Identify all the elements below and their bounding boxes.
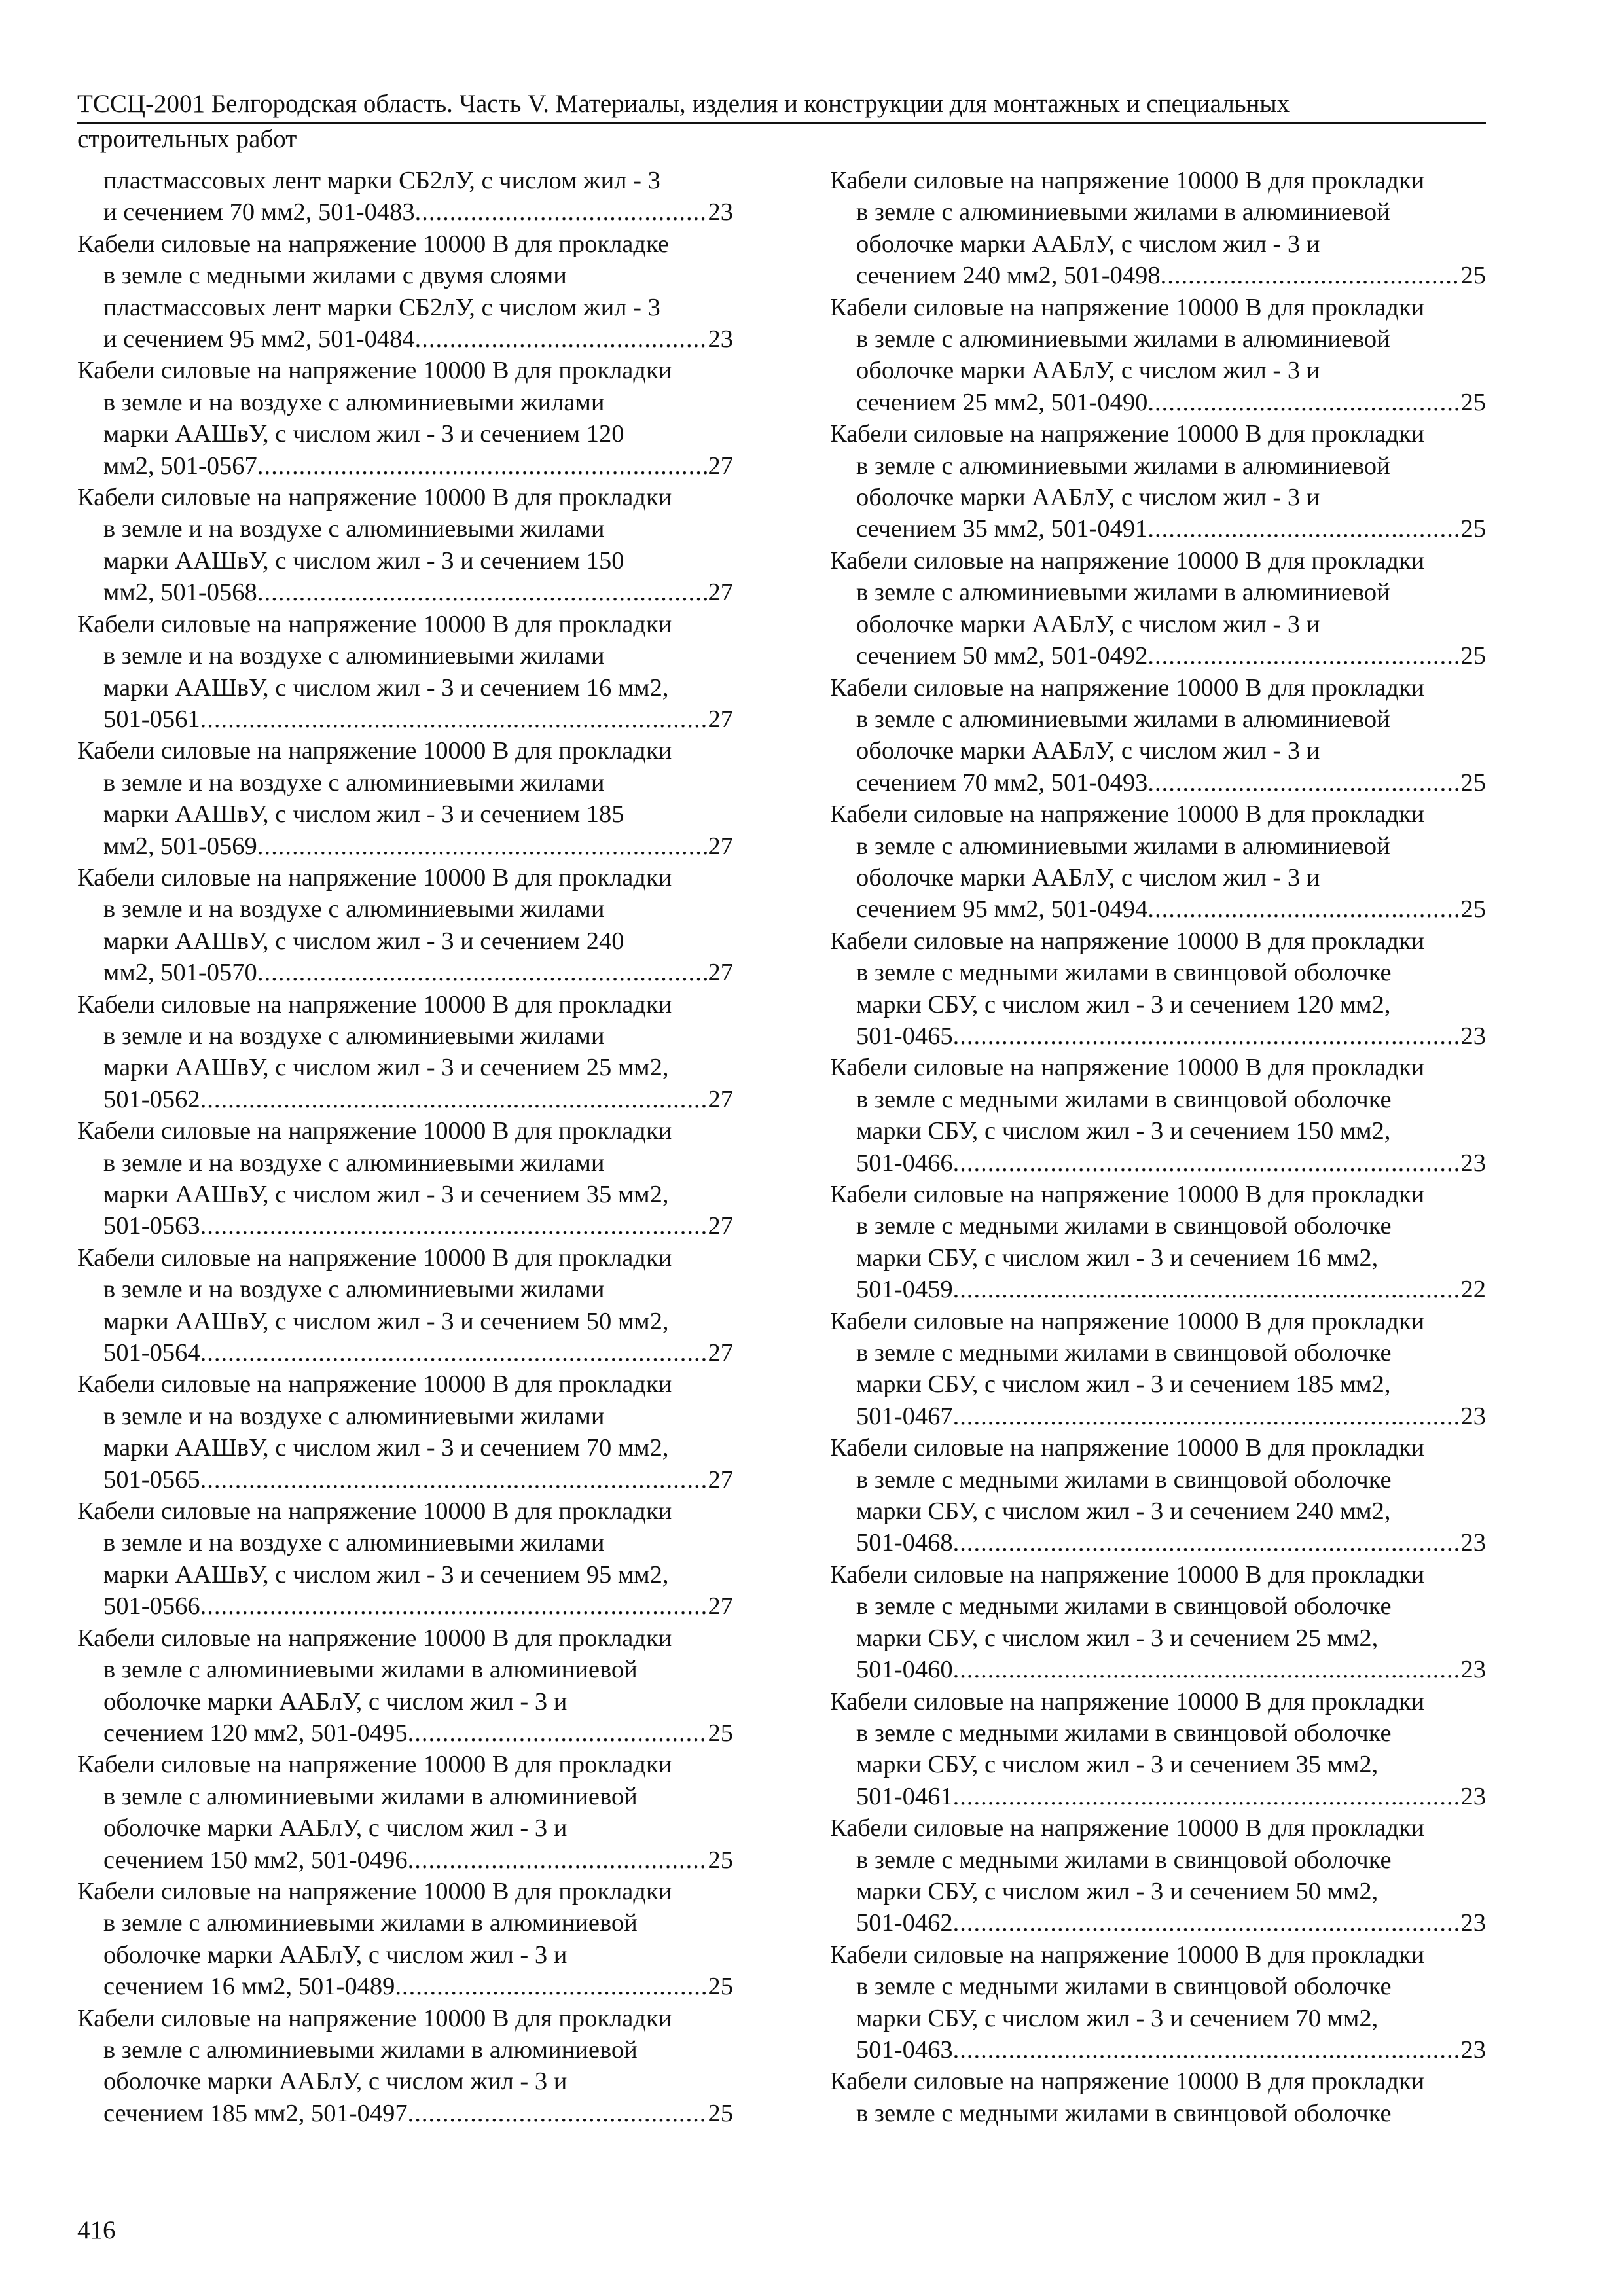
index-entry-line: Кабели силовые на напряжение 10000 В для прокладки xyxy=(77,484,672,512)
dot-leader xyxy=(953,1401,1461,1432)
index-entry-line: Кабели силовые на напряжение 10000 В для прокладки xyxy=(830,293,1425,321)
index-entry-text: 501-0565 xyxy=(103,1465,200,1494)
header-title: ТССЦ-2001 Белгородская область. Часть V. Материалы, изделия и конструкции для монтажных и специальных xyxy=(77,90,1290,118)
dot-leader xyxy=(953,1654,1461,1685)
index-entry-line: Кабели силовые на напряжение 10000 В для прокладки xyxy=(77,1244,672,1272)
index-entry-line: оболочке марки ААБлУ, с числом жил - 3 и xyxy=(856,484,1320,512)
index-entry-page: 25 xyxy=(1460,388,1486,416)
dot-leader xyxy=(1161,260,1461,291)
index-entry xyxy=(77,2003,733,2130)
index-entry-text: мм2, 501-0568 xyxy=(103,579,257,607)
index-entry-line: в земле и на воздухе с алюминиевыми жилами xyxy=(103,1402,605,1430)
index-entry-line: Кабели силовые на напряжение 10000 В для прокладки xyxy=(77,990,672,1018)
index-entry-page: 23 xyxy=(708,325,733,353)
index-entry-line: марки ААШвУ, с числом жил - 3 и сечением 120 xyxy=(103,420,624,448)
index-entry xyxy=(830,1306,1486,1433)
index-entry-line: Кабели силовые на напряжение 10000 В для прокладки xyxy=(830,1434,1425,1462)
dot-leader xyxy=(200,1337,708,1369)
index-entry-text: 501-0467 xyxy=(856,1402,953,1430)
index-entry-text: сечением 240 мм2, 501-0498 xyxy=(856,262,1161,290)
index-entry-text: 501-0461 xyxy=(856,1782,953,1810)
index-entry xyxy=(830,672,1486,799)
dot-leader xyxy=(953,1020,1461,1052)
index-entry-line: в земле и на воздухе с алюминиевыми жилами xyxy=(103,388,605,416)
index-entry-line: в земле с медными жилами в свинцовой оболочке xyxy=(856,1339,1392,1367)
index-entry-line: в земле с медными жилами в свинцовой оболочке xyxy=(856,1846,1392,1874)
index-entry-text: и сечением 95 мм2, 501-0484 xyxy=(103,325,415,353)
index-entry xyxy=(77,1496,733,1623)
index-entry-text: мм2, 501-0567 xyxy=(103,452,257,480)
index-entry-line: Кабели силовые на напряжение 10000 В для прокладки xyxy=(830,420,1425,448)
index-entry xyxy=(830,292,1486,419)
index-entry-line: Кабели силовые на напряжение 10000 В для прокладки xyxy=(830,1687,1425,1715)
index-entry-page: 23 xyxy=(1460,1149,1486,1177)
index-entry-final-line xyxy=(77,450,733,482)
index-entry-line: марки СБУ, с числом жил - 3 и сечением 120 мм2, xyxy=(856,990,1391,1018)
dot-leader xyxy=(257,450,708,482)
index-entry xyxy=(77,1623,733,1749)
index-entry-line: в земле с медными жилами в свинцовой оболочке xyxy=(856,1212,1392,1240)
index-entry-line: марки СБУ, с числом жил - 3 и сечением 35 мм2, xyxy=(856,1751,1379,1779)
index-entry-line: в земле и на воздухе с алюминиевыми жилами xyxy=(103,768,605,797)
index-entry-page: 25 xyxy=(708,1719,733,1747)
dot-leader xyxy=(408,2098,708,2129)
index-entry xyxy=(830,165,1486,292)
index-entry-page: 27 xyxy=(708,1339,733,1367)
index-entry-line: Кабели силовые на напряжение 10000 В для прокладки xyxy=(77,1371,672,1399)
index-entry-final-line xyxy=(830,2034,1486,2066)
dot-leader xyxy=(408,1844,708,1876)
index-entry-line: оболочке марки ААБлУ, с числом жил - 3 и xyxy=(856,357,1320,385)
index-entry-line: Кабели силовые на напряжение 10000 В для прокладки xyxy=(830,167,1425,194)
index-entry-page: 22 xyxy=(1460,1276,1486,1304)
index-entry-final-line xyxy=(77,1971,733,2002)
index-entry xyxy=(77,735,733,862)
index-entry-line: оболочке марки ААБлУ, с числом жил - 3 и xyxy=(856,610,1320,638)
index-entry xyxy=(830,1052,1486,1179)
dot-leader xyxy=(257,577,708,608)
index-entry-text: сечением 185 мм2, 501-0497 xyxy=(103,2099,408,2127)
index-entry-final-line xyxy=(77,1210,733,1242)
index-entry-line: в земле и на воздухе с алюминиевыми жилами xyxy=(103,1149,605,1177)
index-entry-final-line xyxy=(830,1781,1486,1812)
index-entry xyxy=(77,862,733,989)
index-entry-final-line xyxy=(77,1717,733,1749)
index-entry xyxy=(830,2066,1486,2129)
index-entry-page: 27 xyxy=(708,959,733,987)
index-entry-final-line xyxy=(77,1844,733,1876)
index-entry-final-line xyxy=(830,1654,1486,1685)
index-entry-final-line xyxy=(830,1907,1486,1939)
dot-leader xyxy=(257,957,708,988)
dot-leader xyxy=(953,1907,1461,1939)
index-entry-line: марки ААШвУ, с числом жил - 3 и сечением 95 мм2, xyxy=(103,1560,669,1588)
index-entry-line: Кабели силовые на напряжение 10000 В для прокладки xyxy=(830,1307,1425,1335)
index-entry-line: Кабели силовые на напряжение 10000 В для прокладки xyxy=(830,800,1425,829)
index-entry-text: 501-0561 xyxy=(103,705,200,733)
index-entry-line: Кабели силовые на напряжение 10000 В для прокладки xyxy=(77,357,672,385)
index-entry-text: сечением 50 мм2, 501-0492 xyxy=(856,642,1148,670)
index-entry-text: мм2, 501-0570 xyxy=(103,959,257,987)
index-entry-page: 25 xyxy=(708,1973,733,2001)
index-entry-line: в земле и на воздухе с алюминиевыми жилами xyxy=(103,515,605,543)
index-entry-line: в земле с алюминиевыми жилами в алюминиевой xyxy=(856,579,1390,607)
index-entry-text: сечением 120 мм2, 501-0495 xyxy=(103,1719,408,1747)
index-entry xyxy=(77,482,733,609)
dot-leader xyxy=(953,2034,1461,2066)
index-entry-line: в земле с медными жилами в свинцовой оболочке xyxy=(856,1592,1392,1621)
index-entry-line: в земле с алюминиевыми жилами в алюминиевой xyxy=(103,1909,638,1937)
index-entry-line: в земле и на воздухе с алюминиевыми жилами xyxy=(103,1529,605,1557)
dot-leader xyxy=(200,1464,708,1496)
index-entry-line: в земле с медными жилами в свинцовой оболочке xyxy=(856,1465,1392,1494)
index-entry-line: в земле с алюминиевыми жилами в алюминиевой xyxy=(856,705,1390,733)
index-entry-line: в земле с алюминиевыми жилами в алюминиевой xyxy=(856,452,1390,480)
index-column-left xyxy=(77,165,733,2129)
index-entry-text: 501-0466 xyxy=(856,1149,953,1177)
index-entry-text: и сечением 70 мм2, 501-0483 xyxy=(103,198,415,226)
index-entry xyxy=(77,1876,733,2003)
index-entry-line: в земле и на воздухе с алюминиевыми жилами xyxy=(103,1022,605,1050)
index-entry-final-line xyxy=(77,577,733,608)
dot-leader xyxy=(415,196,708,228)
index-entry-text: 501-0462 xyxy=(856,1909,953,1937)
index-entry-line: в земле с медными жилами в свинцовой оболочке xyxy=(856,1973,1392,2001)
index-entry-text: 501-0463 xyxy=(856,2036,953,2064)
index-entry-line: Кабели силовые на напряжение 10000 В для прокладки xyxy=(77,737,672,765)
index-entry xyxy=(830,418,1486,545)
dot-leader xyxy=(257,831,708,862)
index-entry-line: в земле и на воздухе с алюминиевыми жилами xyxy=(103,642,605,670)
index-entry-page: 27 xyxy=(708,705,733,733)
index-entry-final-line xyxy=(830,387,1486,418)
index-entry-page: 23 xyxy=(1460,2036,1486,2064)
index-entry-page: 23 xyxy=(708,198,733,226)
index-entry-final-line xyxy=(830,767,1486,798)
index-entry-line: Кабели силовые на напряжение 10000 В для прокладки xyxy=(77,863,672,891)
index-entry-line: Кабели силовые на напряжение 10000 В для прокладке xyxy=(77,230,669,258)
index-entry-page: 23 xyxy=(1460,1529,1486,1557)
index-entry-text: сечением 35 мм2, 501-0491 xyxy=(856,515,1148,543)
index-entry-line: в земле с алюминиевыми жилами в алюминиевой xyxy=(103,1656,638,1684)
index-entry-final-line xyxy=(77,957,733,988)
index-entry-page: 27 xyxy=(708,579,733,607)
index-entry-text: 501-0562 xyxy=(103,1085,200,1113)
index-entry-line: марки ААШвУ, с числом жил - 3 и сечением 50 мм2, xyxy=(103,1307,669,1335)
dot-leader xyxy=(1147,513,1460,545)
index-entry xyxy=(77,609,733,736)
index-entry-page: 23 xyxy=(1460,1782,1486,1810)
dot-leader xyxy=(200,1590,708,1622)
index-entry xyxy=(830,798,1486,925)
index-entry-line: марки СБУ, с числом жил - 3 и сечением 150 мм2, xyxy=(856,1117,1391,1145)
index-entry-line: Кабели силовые на напряжение 10000 В для прокладки xyxy=(77,610,672,638)
index-entry-final-line xyxy=(77,1337,733,1369)
header-title-continued: строительных работ xyxy=(77,125,297,153)
index-entry-page: 25 xyxy=(708,1846,733,1874)
index-entry-line: марки ААШвУ, с числом жил - 3 и сечением 240 xyxy=(103,927,624,955)
running-header xyxy=(77,88,1486,155)
index-entry-final-line xyxy=(830,893,1486,925)
index-entry xyxy=(830,545,1486,672)
index-entry-page: 23 xyxy=(1460,1909,1486,1937)
dot-leader xyxy=(1147,767,1460,798)
index-entry-line: в земле с медными жилами в свинцовой оболочке xyxy=(856,2099,1392,2127)
index-entry xyxy=(830,1939,1486,2066)
index-entry xyxy=(830,1559,1486,1686)
index-entry-text: мм2, 501-0569 xyxy=(103,832,257,860)
index-entry-line: в земле с алюминиевыми жилами в алюминиевой xyxy=(856,325,1390,353)
index-entry-line: Кабели силовые на напряжение 10000 В для прокладки xyxy=(77,1877,672,1905)
index-entry-line: марки СБУ, с числом жил - 3 и сечением 16 мм2, xyxy=(856,1244,1379,1272)
index-entry-page: 27 xyxy=(708,1465,733,1494)
index-entry-line: Кабели силовые на напряжение 10000 В для прокладки xyxy=(77,1624,672,1652)
index-entry-text: сечением 150 мм2, 501-0496 xyxy=(103,1846,408,1874)
index-entry-page: 25 xyxy=(1460,768,1486,797)
dot-leader xyxy=(200,704,708,735)
index-entry-line: оболочке марки ААБлУ, с числом жил - 3 и xyxy=(856,737,1320,765)
index-entry xyxy=(77,1115,733,1242)
index-entry xyxy=(77,228,733,355)
index-entry-page: 25 xyxy=(1460,642,1486,670)
index-entry-line: оболочке марки ААБлУ, с числом жил - 3 и xyxy=(856,230,1320,258)
index-entry-line: Кабели силовые на напряжение 10000 В для прокладки xyxy=(830,673,1425,702)
dot-leader xyxy=(1147,387,1460,418)
index-entry-line: марки ААШвУ, с числом жил - 3 и сечением 185 xyxy=(103,800,624,829)
index-entry-line: оболочке марки ААБлУ, с числом жил - 3 и xyxy=(856,863,1320,891)
dot-leader xyxy=(1147,640,1460,672)
index-entry-text: 501-0460 xyxy=(856,1656,953,1684)
index-entry-final-line xyxy=(77,1464,733,1496)
index-entry-line: в земле с медными жилами в свинцовой оболочке xyxy=(856,1085,1392,1113)
index-entry-line: оболочке марки ААБлУ, с числом жил - 3 и xyxy=(103,1814,568,1842)
index-entry xyxy=(77,989,733,1116)
index-entry-line: марки ААШвУ, с числом жил - 3 и сечением 150 xyxy=(103,547,624,575)
index-entry-line: Кабели силовые на напряжение 10000 В для прокладки xyxy=(830,1814,1425,1842)
index-entry xyxy=(77,165,733,228)
dot-leader xyxy=(1147,893,1460,925)
index-entry-line: в земле и на воздухе с алюминиевыми жилами xyxy=(103,895,605,924)
index-column-right xyxy=(830,165,1486,2129)
index-entry-page: 27 xyxy=(708,452,733,480)
index-entry-page: 25 xyxy=(708,2099,733,2127)
index-entry-page: 23 xyxy=(1460,1022,1486,1050)
index-entry xyxy=(830,925,1486,1052)
index-entry-text: сечением 16 мм2, 501-0489 xyxy=(103,1973,395,2001)
index-entry-final-line xyxy=(77,1590,733,1622)
index-entry xyxy=(77,355,733,482)
index-entry-line: марки ААШвУ, с числом жил - 3 и сечением 16 мм2, xyxy=(103,673,669,702)
index-entry-line: пластмассовых лент марки СБ2лУ, с числом жил - 3 xyxy=(103,167,660,194)
index-entry-page: 27 xyxy=(708,1592,733,1621)
index-entry-final-line xyxy=(830,1020,1486,1052)
index-entry-page: 23 xyxy=(1460,1656,1486,1684)
page-number: 416 xyxy=(77,2216,116,2244)
dot-leader xyxy=(953,1147,1461,1179)
index-entry-final-line xyxy=(77,323,733,355)
index-entry-line: в земле с алюминиевыми жилами в алюминиевой xyxy=(856,198,1390,226)
index-entry-page: 27 xyxy=(708,832,733,860)
index-entry-final-line xyxy=(830,260,1486,291)
index-entry-line: Кабели силовые на напряжение 10000 В для прокладки xyxy=(77,1117,672,1145)
index-entry xyxy=(77,1749,733,1876)
index-entry xyxy=(830,1686,1486,1813)
index-entry-line: марки СБУ, с числом жил - 3 и сечением 185 мм2, xyxy=(856,1371,1391,1399)
index-entry-line: марки СБУ, с числом жил - 3 и сечением 50 мм2, xyxy=(856,1877,1379,1905)
index-entry-final-line xyxy=(830,640,1486,672)
index-entry-text: сечением 95 мм2, 501-0494 xyxy=(856,895,1148,924)
dot-leader xyxy=(415,323,708,355)
index-entry-final-line xyxy=(77,704,733,735)
index-entry-line: в земле с медными жилами в свинцовой оболочке xyxy=(856,959,1392,987)
index-entry xyxy=(830,1812,1486,1939)
index-entry-line: пластмассовых лент марки СБ2лУ, с числом жил - 3 xyxy=(103,293,660,321)
index-entry-final-line xyxy=(830,1274,1486,1305)
index-entry-line: Кабели силовые на напряжение 10000 В для прокладки xyxy=(830,1054,1425,1082)
index-entry-line: марки ААШвУ, с числом жил - 3 и сечением 35 мм2, xyxy=(103,1181,669,1208)
index-entry-text: сечением 70 мм2, 501-0493 xyxy=(856,768,1148,797)
index-entry-page: 27 xyxy=(708,1085,733,1113)
index-entry-line: Кабели силовые на напряжение 10000 В для прокладки xyxy=(830,547,1425,575)
index-entry-line: Кабели силовые на напряжение 10000 В для прокладки xyxy=(77,2004,672,2032)
index-entry-text: 501-0566 xyxy=(103,1592,200,1621)
index-entry-final-line xyxy=(830,513,1486,545)
index-entry-page: 23 xyxy=(1460,1402,1486,1430)
index-entry-final-line xyxy=(830,1527,1486,1558)
index-entry-line: в земле с алюминиевыми жилами в алюминиевой xyxy=(856,832,1390,860)
index-entry-line: марки СБУ, с числом жил - 3 и сечением 70 мм2, xyxy=(856,2004,1379,2032)
index-entry-line: в земле с алюминиевыми жилами в алюминиевой xyxy=(103,2036,638,2064)
index-entry-text: 501-0468 xyxy=(856,1529,953,1557)
index-entry-page: 27 xyxy=(708,1212,733,1240)
index-entry-line: в земле с алюминиевыми жилами в алюминиевой xyxy=(103,1782,638,1810)
index-entry-text: 501-0564 xyxy=(103,1339,200,1367)
index-entry-line: Кабели силовые на напряжение 10000 В для прокладки xyxy=(830,1941,1425,1969)
index-entry-final-line xyxy=(77,1084,733,1115)
index-entry-line: в земле с медными жилами с двумя слоями xyxy=(103,262,567,290)
dot-leader xyxy=(953,1527,1461,1558)
index-entry-line: оболочке марки ААБлУ, с числом жил - 3 и xyxy=(103,1941,568,1969)
dot-leader xyxy=(953,1274,1461,1305)
index-entry xyxy=(77,1242,733,1369)
index-entry-line: марки СБУ, с числом жил - 3 и сечением 240 мм2, xyxy=(856,1498,1391,1526)
dot-leader xyxy=(953,1781,1461,1812)
index-entry-final-line xyxy=(77,831,733,862)
index-entry-line: оболочке марки ААБлУ, с числом жил - 3 и xyxy=(103,2068,568,2096)
index-entry-final-line xyxy=(77,196,733,228)
dot-leader xyxy=(395,1971,708,2002)
dot-leader xyxy=(200,1084,708,1115)
index-entry-line: Кабели силовые на напряжение 10000 В для прокладки xyxy=(830,927,1425,955)
index-entry-final-line xyxy=(830,1147,1486,1179)
dot-leader xyxy=(200,1210,708,1242)
dot-leader xyxy=(408,1717,708,1749)
index-entry-text: сечением 25 мм2, 501-0490 xyxy=(856,388,1148,416)
index-entry-line: марки ААШвУ, с числом жил - 3 и сечением 25 мм2, xyxy=(103,1054,669,1082)
index-entry-line: в земле с медными жилами в свинцовой оболочке xyxy=(856,1719,1392,1747)
index-entry-text: 501-0563 xyxy=(103,1212,200,1240)
index-entry-page: 25 xyxy=(1460,262,1486,290)
index-entry-line: Кабели силовые на напряжение 10000 В для прокладки xyxy=(830,2068,1425,2096)
index-entry-line: марки СБУ, с числом жил - 3 и сечением 25 мм2, xyxy=(856,1624,1379,1652)
index-entry xyxy=(830,1179,1486,1306)
index-entry-final-line xyxy=(830,1401,1486,1432)
index-entry-line: оболочке марки ААБлУ, с числом жил - 3 и xyxy=(103,1687,568,1715)
index-entry-line: марки ААШвУ, с числом жил - 3 и сечением 70 мм2, xyxy=(103,1434,669,1462)
index-entry xyxy=(77,1369,733,1496)
index-entry-line: Кабели силовые на напряжение 10000 В для прокладки xyxy=(830,1181,1425,1208)
index-entry xyxy=(830,1432,1486,1559)
index-entry-final-line xyxy=(77,2098,733,2129)
index-entry-text: 501-0465 xyxy=(856,1022,953,1050)
index-entry-text: 501-0459 xyxy=(856,1276,953,1304)
index-entry-page: 25 xyxy=(1460,895,1486,924)
index-entry-line: Кабели силовые на напряжение 10000 В для прокладки xyxy=(77,1498,672,1526)
index-entry-line: в земле и на воздухе с алюминиевыми жилами xyxy=(103,1276,605,1304)
index-entry-line: Кабели силовые на напряжение 10000 В для прокладки xyxy=(830,1560,1425,1588)
index-entry-page: 25 xyxy=(1460,515,1486,543)
index-entry-line: Кабели силовые на напряжение 10000 В для прокладки xyxy=(77,1751,672,1779)
